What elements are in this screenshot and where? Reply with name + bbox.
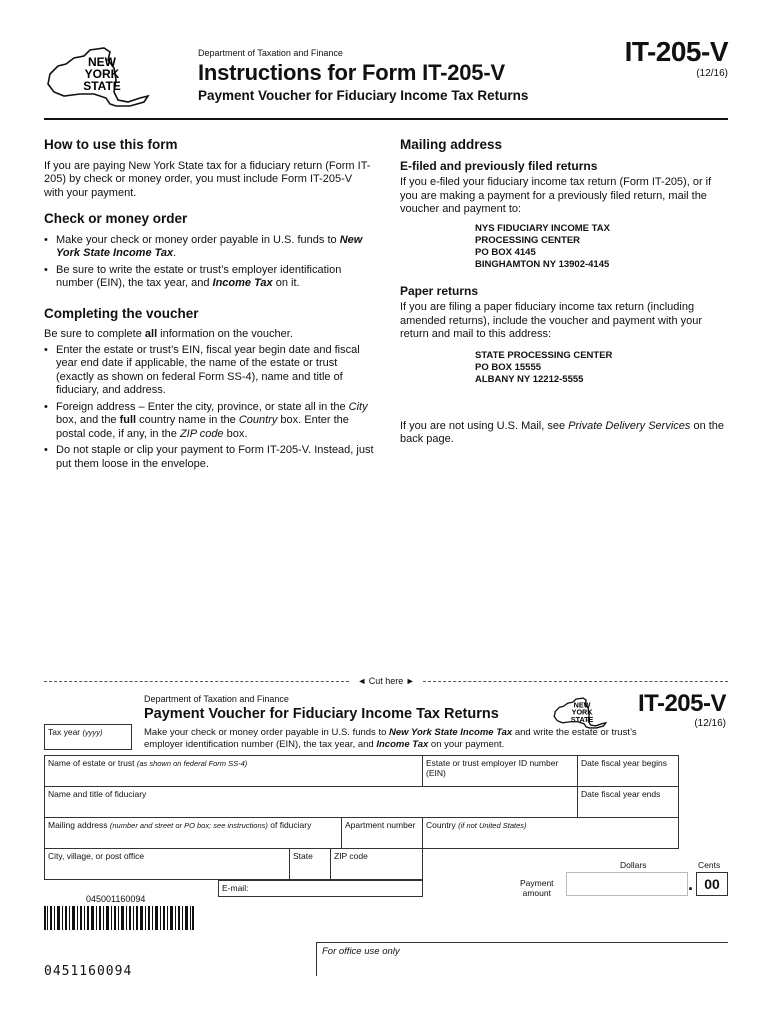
check-heading: Check or money order (44, 211, 188, 226)
cents-label: Cents (698, 860, 721, 870)
decimal-point: . (688, 874, 694, 894)
cut-line: ◄ Cut here ► (44, 674, 728, 688)
svg-text:STATE: STATE (570, 714, 594, 724)
header-rule (44, 118, 728, 120)
fiduciary-name-field[interactable]: Name and title of fiduciary (44, 786, 578, 818)
email-field[interactable]: E-mail: (218, 880, 423, 897)
city-field[interactable]: City, village, or post office (44, 848, 290, 880)
payment-cents-input[interactable]: 00 (696, 872, 728, 896)
state-field[interactable]: State (289, 848, 331, 880)
efiled-address: NYS FIDUCIARY INCOME TAX PROCESSING CENTER PO BOX 4145 BINGHAMTON NY 13902-4145 (475, 222, 610, 270)
fiscal-year-begin-field[interactable]: Date fiscal year begins (577, 755, 679, 787)
paper-address: STATE PROCESSING CENTER PO BOX 15555 ALBANY NY 12212-5555 (475, 349, 613, 385)
private-delivery-text: If you are not using U.S. Mail, see Private Delivery Services on the back page. (400, 419, 725, 445)
zip-field[interactable]: ZIP code (330, 848, 423, 880)
ocr-number: 0451160094 (44, 964, 133, 979)
right-column (400, 138, 730, 459)
efiled-heading: E-filed and previously filed returns (400, 158, 598, 173)
how-text: If you are paying New York State tax for a fiduciary return (Form IT-205) by check or money order, you must include Form IT-205-V with your payment. (44, 159, 371, 199)
page-title: Instructions for Form IT-205-V (198, 60, 505, 85)
complete-heading: Completing the voucher (44, 305, 199, 321)
voucher-revision: (12/16) (694, 718, 726, 729)
voucher-state-logo (552, 696, 608, 730)
svg-text:NEW: NEW (573, 700, 591, 710)
list-item: • Be sure to write the estate or trust’s employer identification number (EIN), the tax year, and Income Tax on it. (44, 264, 374, 291)
new-york-state-logo (44, 44, 152, 110)
logo-line-3: STATE (83, 79, 121, 93)
ein-field[interactable]: Estate or trust employer ID number (EIN) (422, 755, 578, 787)
how-heading: How to use this form (44, 137, 178, 152)
list-item: • Do not staple or clip your payment to Form IT-205-V. Instead, just put them loose in the envelope. (44, 444, 374, 471)
logo-line-2: YORK (84, 67, 120, 81)
list-item: • Make your check or money order payable in U.S. funds to New York State Income Tax. (44, 234, 374, 261)
paper-heading: Paper returns (400, 283, 479, 298)
left-column (44, 138, 374, 483)
check-list (44, 234, 374, 291)
apartment-field[interactable]: Apartment number (341, 817, 423, 849)
complete-intro: Be sure to complete all information on the voucher. (44, 328, 293, 340)
paper-text: If you are filing a paper fiduciary income tax return (including amended returns), include the voucher and payment with your return and mail to this address: (400, 301, 703, 340)
barcode-number: 045001160094 (86, 894, 146, 904)
voucher-form-id: IT-205-V (637, 690, 726, 717)
voucher-title: Payment Voucher for Fiduciary Income Tax Returns (144, 706, 499, 722)
revision-date: (12/16) (696, 68, 728, 79)
mailing-address-field[interactable]: Mailing address (number and street or PO box; see instructions) of fiduciary (44, 817, 342, 849)
country-field[interactable]: Country (if not United States) (422, 817, 679, 849)
logo-line-1: NEW (88, 55, 116, 69)
fiscal-year-end-field[interactable]: Date fiscal year ends (577, 786, 679, 818)
complete-list (44, 344, 374, 472)
barcode (44, 906, 194, 930)
payment-amount-label: Payment amount (520, 878, 554, 898)
tax-year-field[interactable]: Tax year (yyyy) (44, 724, 132, 750)
voucher-instructions: Make your check or money order payable in U.S. funds to New York State Income Tax and write the estate or trust’s employer identification number (EIN), the tax year, and Income Tax on your payment. (144, 727, 637, 750)
payment-dollars-input[interactable] (566, 872, 688, 896)
department-name: Department of Taxation and Finance (198, 48, 343, 58)
dollars-label: Dollars (620, 860, 647, 870)
efiled-text: If you e-filed your fiduciary income tax return (Form IT-205), or if you are making a payment for a previously filed return, mail the voucher and payment to: (400, 176, 712, 215)
page-subtitle: Payment Voucher for Fiduciary Income Tax Returns (198, 88, 529, 103)
office-use-only: For office use only (316, 942, 728, 976)
list-item: • Foreign address – Enter the city, province, or state all in the City box, and the full country name in the Country box. Enter the postal code, if any, in the ZIP code box. (44, 401, 374, 442)
form-id: IT-205-V (624, 36, 728, 67)
list-item: • Enter the estate or trust’s EIN, fiscal year begin date and fiscal year end date if applicable, the name of the estate or trust (exactly as shown on federal Form SS-4), name and title of fiduciary, and address. (44, 344, 374, 398)
cut-label: Cut here (368, 676, 404, 686)
voucher-department: Department of Taxation and Finance (144, 694, 289, 704)
estate-name-field[interactable]: Name of estate or trust (as shown on federal Form SS-4) (44, 755, 423, 787)
mail-heading: Mailing address (400, 137, 503, 152)
svg-text:YORK: YORK (571, 707, 593, 717)
